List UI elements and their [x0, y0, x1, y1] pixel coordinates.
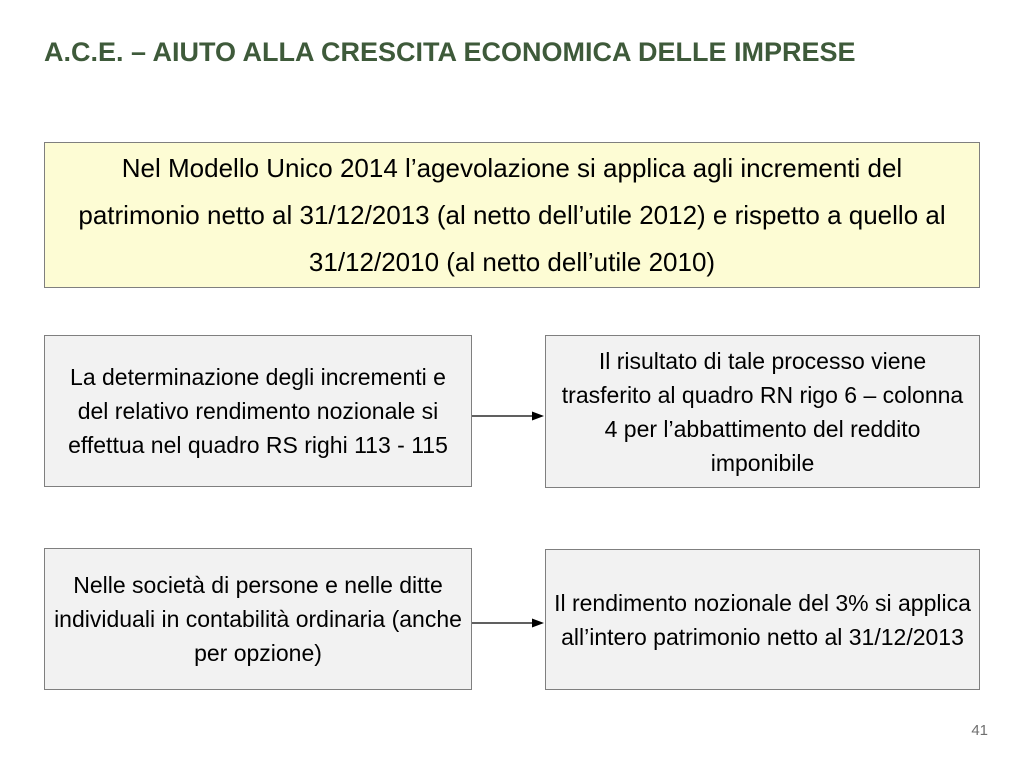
notional-return-box: [545, 549, 980, 690]
rn-transfer-box: [545, 335, 980, 488]
intro-box-text: Nel Modello Unico 2014 l’agevolazione si applica agli incrementi del patrimonio netto al 31/12/2013 (al netto dell’utile 2012) e rispetto a quello al 31/12/2010 (al netto dell’utile 2010): [78, 152, 946, 277]
intro-box: [44, 142, 980, 288]
partnerships-text: Nelle società di persone e nelle ditte individuali in contabilità ordinaria (anche per opzione): [54, 572, 462, 666]
rs-determination-box: [44, 335, 472, 487]
arrow-right-icon: [472, 404, 546, 428]
slide-title: A.C.E. – AIUTO ALLA CRESCITA ECONOMICA DELLE IMPRESE: [44, 37, 856, 67]
rs-determination-text: La determinazione degli incrementi e del relativo rendimento nozionale si effettua nel quadro RS righi 113 - 115: [68, 364, 448, 458]
page-number: 41: [971, 722, 988, 739]
notional-return-text: Il rendimento nozionale del 3% si applica all’intero patrimonio netto al 31/12/2013: [554, 589, 971, 650]
arrow-right-icon: [472, 611, 546, 635]
rn-transfer-text: Il risultato di tale processo viene trasferito al quadro RN rigo 6 – colonna 4 per l’abbattimento del reddito imponibile: [561, 347, 964, 476]
partnerships-box: [44, 548, 472, 690]
